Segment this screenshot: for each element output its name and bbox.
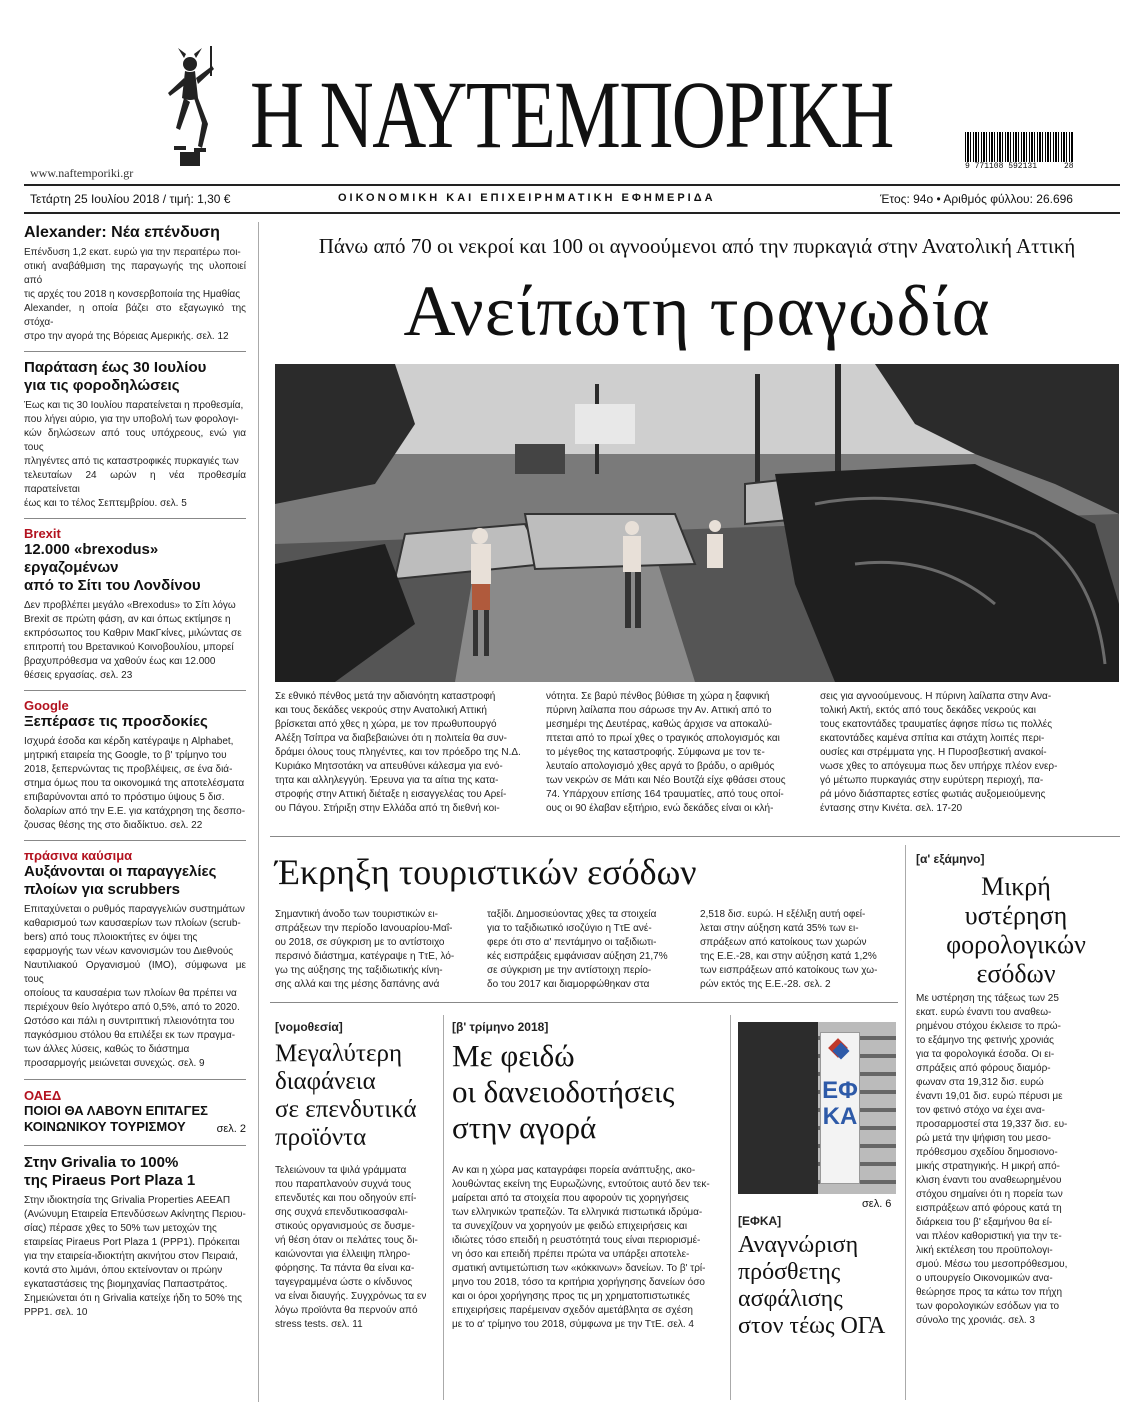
alexander-headline[interactable]: Alexander: Νέα επένδυση [24,224,220,241]
divider [24,690,246,691]
tagline: ΟΙΚΟΝΟΜΙΚΗ ΚΑΙ ΕΠΙΧΕΙΡΗΜΑΤΙΚΗ ΕΦΗΜΕΡΙΔΑ [338,192,716,204]
nomothesia-headline[interactable]: Μεγαλύτερη διαφάνεια σε επενδυτικά προϊόντα [275,1040,417,1151]
grivalia-headline[interactable]: Στην Grivalia το 100% της Piraeus Port Plaza 1 [24,1154,196,1189]
divider [24,1079,246,1080]
divider [24,840,246,841]
brexit-kicker: Brexit [24,526,61,541]
lead-body-col2: νότητα. Σε βαρύ πένθος βύθισε τη χώρα η ξαφνική πύρινη λαίλαπα που σάρωσε την Αν. Αττική από το μεσημέρι της Δευτέρας, καθώς άρχισε να αποκαλύ- πτεται από το πρωί χθες ο τραγικός απολογισμός και το μέγεθος της καταστροφής. Σύμφωνα με τον τε- λευταίο απολογισμό χθες αργά το βράδυ, ο αριθμός των νεκρών σε Μάτι και Νέο Βουτζά είχε φθάσει στους 74. Υπάρχουν επίσης 164 τραυματίες, από τους οποί- ους οι 90 έλαβαν εξιτήριο, ενώ δεκάδες είναι οι κλή- [546,691,786,814]
efka-logo-icon [821,1033,859,1073]
tourism-body-col1: Σημαντική άνοδο των τουριστικών ει- σπράξεων την περίοδο Ιανουαρίου-Μαΐ- ου 2018, σε σύγκριση με το αντίστοιχο περσινό διάστημα, κατέγραψε η ΤτΕ, λό- γω της αύξησης της ταξιδιωτικής κίνη- σης αλλά και της μέσης δαπάνης ανά [275,909,455,990]
tourism-headline[interactable]: Έκρηξη τουριστικών εσόδων [275,852,697,892]
lead-headline[interactable]: Ανείπωτη τραγωδία [403,271,991,351]
oaed-kicker: ΟΑΕΔ [24,1088,62,1103]
divider [24,1145,246,1146]
barcode-icon [965,132,1073,162]
date-price: Τετάρτη 25 Ιουλίου 2018 / τιμή: 1,30 € [30,192,231,206]
alexander-body: Επένδυση 1,2 εκατ. ευρώ για την περαιτέρω ποι- οτική αναβάθμιση της παραγωγής της υλοποιεί από τις αρχές του 2018 η κονσερβοποιία της Ημαθίας Alexander, η οποία βάζει στο εξαγωγικό της στόχα- στρο την αγορά της Βόρειας Αμερικής. σελ. 12 [24,247,246,342]
efka-sign [820,1032,860,1184]
tourism-body-col3: 2,518 δισ. ευρώ. Η εξέλιξη αυτή οφεί- λεται στην αύξηση κατά 35% των ει- σπράξεων από κατοίκους των χωρών της Ε.Ε.-28, και στην αύξηση κατά 1,2% των εισπράξεων από κατοίκους των χω- ρών εκτός της Ε.Ε.-28. σελ. 2 [700,909,878,990]
hermes-logo [150,38,230,168]
divider [270,1002,898,1003]
barcode-issue: 28 [1064,162,1074,171]
google-headline[interactable]: Ξεπέρασε τις προσδοκίες [24,713,208,730]
google-kicker: Google [24,698,69,713]
column-rule [905,845,906,1400]
oaed-page-ref[interactable]: σελ. 2 [216,1123,246,1135]
green-fuels-kicker: πράσινα καύσιμα [24,848,133,863]
tax-body: Με υστέρηση της τάξεως των 25 εκατ. ευρώ έναντι του αναθεω- ρημένου στόχου έκλεισε το πρώ- το εξάμηνο της φετινής χρονιάς για τα φορολογικά έσοδα. Οι ει- σπράξεις από φόρους διαμόρ- φωναν στα 19,312 δισ. ευρώ έναντι 19,01 δισ. ευρώ πέρυσι με τον φετινό στόχο να έχει ανα- προσαρμοστεί στα 19,337 δισ. ευ- ρώ μετά την ψήφιση του μεσο- πρόθεσμου σχεδίου δημοσιονο- μικής στρατηγικής. Η μικρή από- κλιση έναντι του αναθεωρημένου στόχου σημαίνει ότι η πορεία των εισπράξεων από φόρους κατά τη διάρκεια του β' εξαμήνου θα εί- ναι πλέον καθοριστική για την τε- λική εκτέλεση του προϋπολογι- σμού. Μέσω του μεσοπρόθεσμου, ο υπουργείο Οικονομικών ανα- θεώρησε προς τα κάτω τον πήχη των φορολογικών εσόδων για το σύνολο της χρονιάς. σελ. 3 [916,993,1068,1326]
efka-page-ref[interactable]: σελ. 6 [862,1198,892,1210]
barcode-number: 9 771108 592131 [965,162,1038,171]
google-body: Ισχυρά έσοδα και κέρδη κατέγραψε η Alphabet, μητρική εταιρεία της Google, το β' τρίμηνο του 2018, ξεπερνώντας τις προβλέψεις, σε ένα διά- στημα όμως που τα οικονομικά της αποτελέσματα επιβαρύνονται από το πρόστιμο ύψους 5 δισ. δολαρίων από την Ε.Ε. για κατάχρηση της δεσπο- ζουσας θέσης της στο διαδίκτυο. σελ. 22 [24,736,246,831]
efka-kicker: [ΕΦΚΑ] [738,1214,782,1228]
masthead-rule-top [24,184,1120,186]
nomothesia-kicker: [νομοθεσία] [275,1020,343,1034]
photo-scene [275,364,1119,682]
loans-headline[interactable]: Με φειδώ οι δανειοδοτήσεις στην αγορά [452,1038,675,1145]
scrubbers-headline[interactable]: Αυξάνονται οι παραγγελίες πλοίων για scrubbers [24,863,217,898]
tax-headline[interactable]: Μικρή υστέρηση φορολογικών εσόδων [946,872,1086,988]
grivalia-body: Στην ιδιοκτησία της Grivalia Properties ΑΕΕΑΠ (Ανώνυμη Εταιρεία Επενδύσεων Ακίνητης Περιου- σίας) πέρασε χθες το 50% των μετοχών της εταιρείας Piraeus Port Plaza 1 (PPP1). Πρόκειται για την εταιρεία-ιδιοκτήτη ακινήτου στον Πειραιά, κοντά στο λιμάνι, όπου εκτείνονταν οι πρώην εγκαταστάσεις της βιομηχανίας Παπαστράτος. Σημειώνεται ότι η Grivalia κατείχε ήδη το 50% της PPP1. σελ. 10 [24,1195,246,1318]
loans-body: Αν και η χώρα μας καταγράφει πορεία ανάπτυξης, ακο- λουθώντας εκείνη της Ευρωζώνης, εντούτοις αυτό δεν τεκ- μαίρεται από τα στοιχεία που αφορούν τις χορηγήσεις των ελληνικών τραπεζών. Τα ελληνικά πιστωτικά ιδρύμα- τα συνεχίζουν να χορηγούν με φειδώ επιχειρήσεις και ιδιώτες τόσο επειδή η ρευστότητά τους είναι περιορισμέ- νη όσο και επειδή πρέπει πρώτα να υπάρξει αποτελε- σματική αντιμετώπιση των «κόκκινων» δανείων. Το β' τρί- μηνο του 2018, τόσο τα κριτήρια χορήγησης δανείων όσο και οι όροι χορήγησης προς τις μη χρηματοπιστωτικές επιχειρήσεις παρέμειναν σχεδόν αμετάβλητα σε σχέση με το α' τρίμηνο του 2018, σύμφωνα με την ΤτΕ. σελ. 4 [452,1165,710,1330]
loans-kicker: [β' τρίμηνο 2018] [452,1020,549,1034]
efka-headline[interactable]: Αναγνώριση πρόσθετης ασφάλισης στον τέως ΟΓΑ [738,1232,886,1339]
divider [24,351,246,352]
issue-info: Έτος: 94ο • Αριθμός φύλλου: 26.696 [880,192,1073,206]
scrubbers-body: Επιταχύνεται ο ρυθμός παραγγελιών συστημάτων καθαρισμού των καυσαερίων των πλοίων (scrub- bers) από τους πλοιοκτήτες εν όψει της εφαρμογής των νέων κανονισμών του Διεθνούς Ναυτιλιακού Οργανισμού (ΙΜΟ), σύμφωνα με τους οποίους τα καυσαέρια των πλοίων θα πρέπει να περιέχουν θείο λιγότερο από 0,5%, από το 2020. Ωστόσο και πάλι η συντριπτική πλειονότητα του παγκόσμιου στόλου θα επιλέξει εκ των πραγμα- των άλλες λύσεις, καθώς το διάστημα προσαρμογής μειώνεται συνεχώς. σελ. 9 [24,904,246,1069]
divider [270,836,1120,837]
newspaper-title: Η ΝΑΥΤΕΜΠΟΡΙΚΗ [250,61,893,168]
lead-subhead: Πάνω από 70 οι νεκροί και 100 οι αγνοούμενοι από την πυρκαγιά στην Ανατολική Αττική [318,234,1076,258]
left-column [24,224,246,1320]
lead-body-col3: σεις για αγνοούμενους. Η πύρινη λαίλαπα στην Ανα- τολική Ακτή, εκτός από τους δεκάδες νεκρούς και τους εκατοντάδες τραυματίες άφησε πίσω τις πολλές εκατοντάδες καμένα σπίτια και στάχτη λοιπές περι- ουσίες και στρέμματα γης. Η Πυροσβεστική ανακοί- νωσε χθες το απόγευμα πως δεν υπήρχε πλέον ενερ- γό μέτωπο πυρκαγιάς στην ευρύτερη περιοχή, πα- ρά μόνο διάσπαρτες εστίες φωτιάς αυξομειούμενης έντασης στην Κινέτα. σελ. 17-20 [820,691,1058,814]
tax-kicker: [α' εξάμηνο] [916,852,985,866]
column-rule [443,1015,444,1400]
tax-extension-headline[interactable]: Παράταση έως 30 Ιουλίου για τις φοροδηλώσεις [24,359,207,394]
masthead-rule-bottom [24,212,1120,214]
column-rule [258,222,259,1402]
nomothesia-body: Τελειώνουν τα ψιλά γράμματα που παραπλανούν συχνά τους επενδυτές και που οδηγούν επί- σης συχνά επενδυτικοασφαλι- στικούς οργανισμούς σε δυσμε- νή θέση όταν οι πελάτες τους δι- καιώνονται για έλλειψη πληρο- φόρησης. Τα πάντα θα είναι κα- ταγεγραμμένα ώστε ο κίνδυνος να είναι διαυγής. Συγχρόνως τα εν λόγω προϊόντα θα περνούν από stress tests. σελ. 11 [275,1165,427,1330]
oaed-headline[interactable]: ΠΟΙΟΙ ΘΑ ΛΑΒΟΥΝ ΕΠΙΤΑΓΕΣ ΚΟΙΝΩΝΙΚΟΥ ΤΟΥΡΙΣΜΟΥ σελ. 2 [24,1103,246,1135]
efka-sign-text: ΕΦΚΑ [822,1077,858,1130]
tourism-body-col2: ταξίδι. Δημοσιεύοντας χθες τα στοιχεία για το ταξιδιωτικό ισοζύγιο η ΤτΕ ανέ- φερε ότι στο α' πεντάμηνο οι ταξιδιωτι- κές εισπράξεις εμφάνισαν αύξηση 21,7% σε σύγκριση με την αντίστοιχη περίο- δο του 2017 και διαμορφώθηκαν στα [487,909,668,990]
tax-extension-body: Έως και τις 30 Ιουλίου παρατείνεται η προθεσμία, που λήγει αύριο, για την υποβολή των φορολογι- κών δηλώσεων από τους υπόχρεους, ενώ για τους πληγέντες από τις καταστροφικές πυρκαγιές των τελευταίων 24 ωρών η νέα προθεσμία παρατείνεται έως και το τέλος Σεπτεμβρίου. σελ. 5 [24,400,246,509]
fire-aftermath-photo [275,364,1119,682]
brexit-headline[interactable]: 12.000 «brexodus» εργαζομένων από το Σίτι του Λονδίνου [24,541,201,594]
website-url[interactable]: www.naftemporiki.gr [30,166,134,180]
lead-body-col1: Σε εθνικό πένθος μετά την αδιανόητη καταστροφή και τους δεκάδες νεκρούς στην Ανατολική Αττική βρίσκεται από χθες η χώρα, με τον πρωθυπουργό Αλέξη Τσίπρα να διαβεβαιώνει ότι η πολιτεία θα συν- δράμει όλους τους πληγέντες, και τον πρόεδρο της Ν.Δ. Κυριάκο Μητσοτάκη να απευθύνει κάλεσμα για ενό- τητα και αλληλεγγύη. Έρευνα για τα αίτια της κατα- στροφής στην Αττική διέταξε η εισαγγελέας του Αρεί- ου Πάγου. Στήριξη στην Ελλάδα από τη διεθνή κοι- [275,691,521,814]
efka-building-photo [738,1022,896,1194]
column-rule [730,1015,731,1400]
divider [24,518,246,519]
brexit-body: Δεν προβλέπει μεγάλο «Brexodus» το Σίτι λόγω Brexit σε πρώτη φάση, αν και όπως εκτίμησε η εκπρόσωπος του Καθριν ΜακΓκίνες, μιλώντας σε επιτροπή του Βρετανικού Κοινοβουλίου, μπορεί βραχυπρόθεσμα να χαθούν έως και 12.000 θέσεις εργασίας. σελ. 23 [24,600,242,681]
